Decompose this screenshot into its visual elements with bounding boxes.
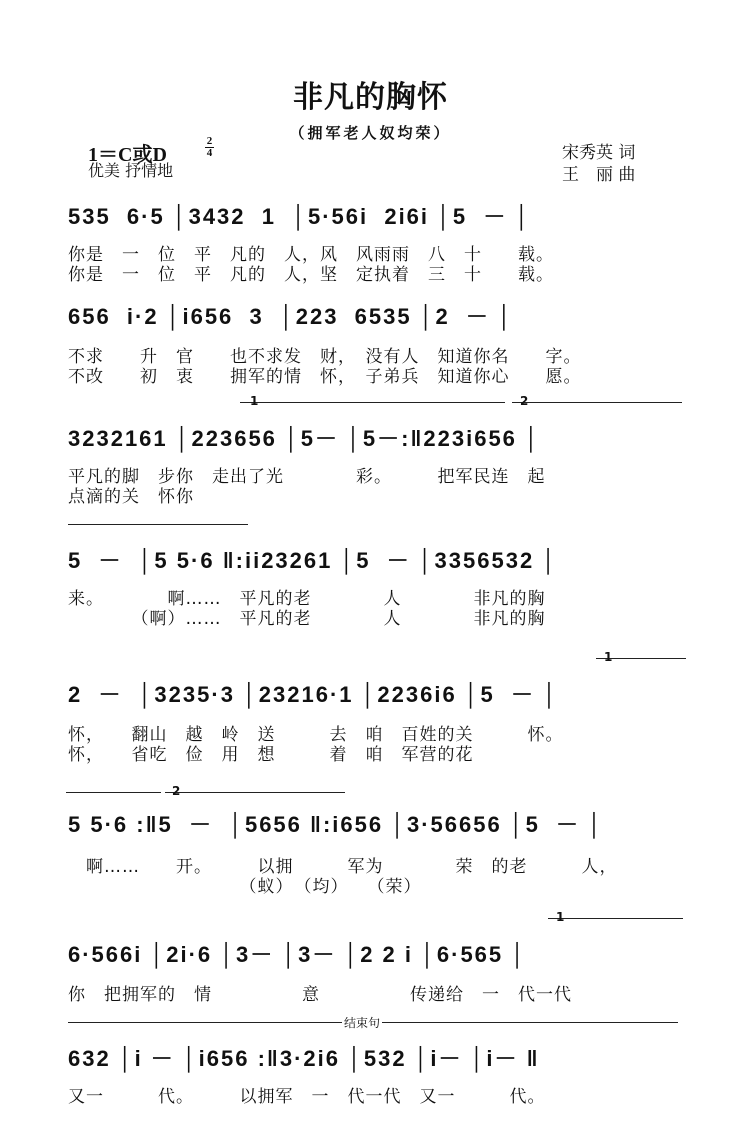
lyricist-credit: 宋秀英 词 — [562, 143, 636, 163]
notation-line: 3232161 │223656 │5－ │5－:‖223i656 │ — [68, 426, 541, 451]
score-system-3 — [68, 422, 688, 452]
lyric-line-4-verse-2: （啊）…… 平凡的老 人 非凡的胸 — [68, 609, 546, 629]
lyric-line-2-verse-2: 不改 初 衷 拥军的情 怀， 子弟兵 知道你心 愿。 — [68, 367, 582, 387]
notation-line: 632 │i － │i656 :‖3·2i6 │532 │i－ │i－ ‖ — [68, 1046, 540, 1071]
volta-label-1: 1 — [250, 394, 259, 408]
score-system-4 — [68, 544, 688, 574]
composer-credit: 王 丽 曲 — [562, 165, 636, 185]
lyric-line-3-verse-2: 点滴的关 怀你 — [68, 487, 194, 507]
lyric-line-5-verse-2: 怀， 省吃 俭 用 想 着 咱 军营的花 — [68, 745, 474, 765]
lyric-line-7-verse-1: 你 把拥军的 情 意 传递给 一 代一代 — [68, 985, 572, 1005]
notation-line: 656 i·2 │i656 3 │223 6535 │2 － │ — [68, 304, 514, 329]
volta-label-1c: 1 — [556, 910, 565, 924]
score-system-7 — [68, 938, 688, 968]
notation-line: 6·566i │2i·6 │3－ │3－ │2 2 i │6·565 │ — [68, 942, 528, 967]
lyric-line-3-verse-1: 平凡的脚 步你 走出了光 彩。 把军民连 起 — [68, 467, 546, 487]
volta-bracket-2 — [512, 402, 682, 403]
score-system-1 — [68, 200, 688, 230]
lyric-line-6-verse-1: 啊…… 开。 以拥 军为 荣 的老 人， — [68, 857, 618, 877]
volta-label-2b: 2 — [172, 784, 181, 798]
lyric-line-1-verse-2: 你是 一 位 平 凡的 人，坚 定执着 三 十 载。 — [68, 265, 554, 285]
lyric-line-4-verse-1: 来。 啊…… 平凡的老 人 非凡的胸 — [68, 589, 546, 609]
volta-bracket-1 — [240, 402, 505, 403]
song-subtitle: （拥军老人奴均荣） — [289, 124, 452, 142]
notation-line: 535 6·5 │3432 1 │5·56i 2i6i │5 － │ — [68, 204, 532, 229]
score-system-6 — [68, 808, 688, 838]
lyric-line-8-verse-1: 又一 代。 以拥军 一 代一代 又一 代。 — [68, 1087, 546, 1107]
lyric-line-2-verse-1: 不求 升 官 也不求发 财， 没有人 知道你名 字。 — [68, 347, 582, 367]
time-signature — [205, 136, 214, 159]
volta-bracket-2b — [165, 792, 345, 793]
ending-label: 结束句 — [344, 1016, 381, 1030]
tempo-marking: 优美 抒情地 — [88, 161, 174, 180]
time-signature-bottom: 4 — [206, 147, 213, 159]
volta-label-2: 2 — [520, 394, 529, 408]
volta-continuation-1b — [66, 792, 161, 793]
score-system-8 — [68, 1042, 688, 1072]
score-system-2 — [68, 300, 688, 330]
volta-continuation — [68, 524, 248, 525]
lyric-line-1-verse-1: 你是 一 位 平 凡的 人，风 风雨雨 八 十 载。 — [68, 245, 554, 265]
time-signature-top: 2 — [206, 135, 213, 147]
score-system-5 — [68, 678, 688, 708]
notation-line: 5 － │5 5·6 ‖:ii23261 │5 － │3356532 │ — [68, 548, 559, 573]
lyric-line-5-verse-1: 怀， 翻山 越 岭 送 去 咱 百姓的关 怀。 — [68, 725, 564, 745]
lyric-line-6-verse-2: （蚁） （均） （荣） — [68, 877, 422, 897]
volta-bracket-1c — [548, 918, 683, 919]
notation-line: 2 － │3235·3 │23216·1 │2236i6 │5 － │ — [68, 682, 559, 707]
key-signature: 1＝C或D — [88, 144, 167, 166]
song-title: 非凡的胸怀 — [293, 80, 448, 115]
notation-line: 5 5·6 :‖5 － │5656 ‖:i656 │3·56656 │5 － │ — [68, 812, 604, 837]
volta-label-1b: 1 — [604, 650, 613, 664]
